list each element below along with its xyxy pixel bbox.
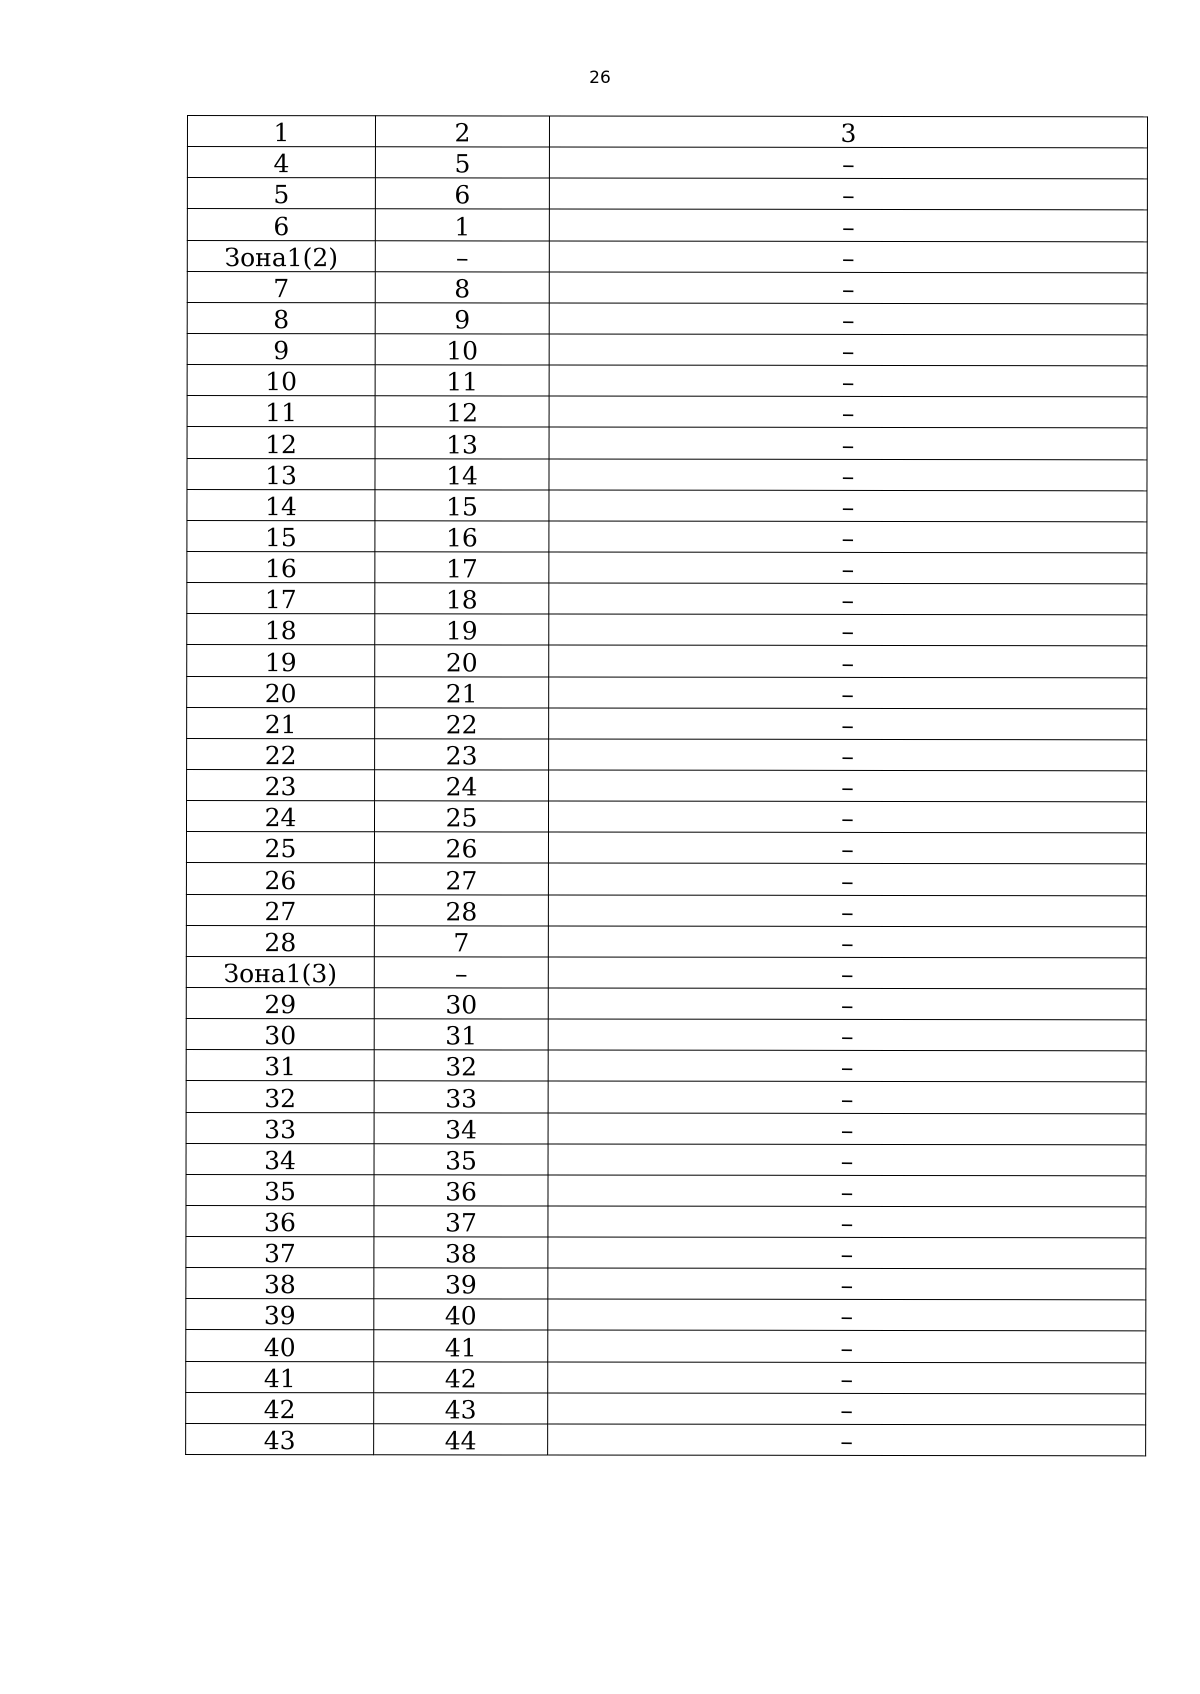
table-cell-col3: – (549, 209, 1147, 241)
table-row (187, 738, 1147, 770)
table-row (187, 427, 1147, 459)
table-cell-col2: 41 (374, 1330, 548, 1361)
table-cell-col3: – (549, 708, 1147, 740)
table-cell-col2: 20 (375, 645, 549, 676)
table-cell-col2: 14 (375, 458, 549, 489)
table-cell-col1: 31 (186, 1050, 374, 1081)
table-cell-col1: 38 (186, 1268, 374, 1299)
table-cell-col3: – (548, 832, 1146, 864)
table-cell-col3: – (549, 583, 1147, 615)
table-cell-col3: – (549, 241, 1147, 273)
table-row (187, 178, 1147, 210)
table-row (186, 987, 1146, 1019)
table-cell-col2: 27 (374, 863, 548, 894)
table-cell-col1: 34 (186, 1143, 374, 1174)
table-cell-col2: 42 (374, 1361, 548, 1392)
table-row (186, 894, 1146, 926)
table-cell-col3: – (548, 1424, 1146, 1456)
table-cell-col3: – (548, 1330, 1146, 1362)
table-cell-col3: – (548, 801, 1146, 833)
table-cell-col1: 41 (186, 1361, 374, 1392)
table-row (186, 956, 1146, 988)
table-cell-col3: – (549, 334, 1147, 366)
table-cell-col1: 16 (187, 551, 375, 582)
table-cell-col1: 4 (187, 147, 375, 178)
table-cell-col2: 15 (375, 489, 549, 520)
table-row (187, 614, 1147, 646)
table-cell-col1: 10 (187, 365, 375, 396)
table-cell-col2: 35 (374, 1143, 548, 1174)
table-row (186, 1299, 1146, 1331)
table-cell-col3: – (548, 988, 1146, 1020)
table-cell-col1: Зона1(2) (187, 240, 375, 271)
table-cell-col3: – (549, 739, 1147, 771)
table-cell-col2: – (374, 957, 548, 988)
table-cell-col1: 19 (187, 645, 375, 676)
table-cell-col2: 23 (375, 739, 549, 770)
table-cell-col3: – (548, 1144, 1146, 1176)
table-cell-col2: 37 (374, 1206, 548, 1237)
table-cell-col1: 1 (187, 116, 375, 147)
table-cell-col3: – (548, 1362, 1146, 1394)
table-row (187, 365, 1147, 397)
table-row (186, 832, 1146, 864)
table-cell-col3: – (548, 1237, 1146, 1269)
table-cell-col3: – (548, 1019, 1146, 1051)
table-cell-col1: 14 (187, 489, 375, 520)
table-cell-col2: 28 (374, 894, 548, 925)
table-cell-col3: 3 (549, 116, 1147, 148)
table-cell-col1: 35 (186, 1174, 374, 1205)
table-row (186, 1112, 1146, 1144)
table-cell-col1: 23 (187, 769, 375, 800)
table-cell-col3: – (548, 1113, 1146, 1145)
table-cell-col1: 22 (187, 738, 375, 769)
table-cell-col2: 31 (374, 1019, 548, 1050)
table-row (187, 240, 1147, 272)
table-row (187, 271, 1147, 303)
table-cell-col2: 12 (375, 396, 549, 427)
table-row (186, 1205, 1146, 1237)
table-cell-col3: – (548, 895, 1146, 927)
table-cell-col1: 28 (186, 925, 374, 956)
table-cell-col3: – (548, 957, 1146, 989)
table-row (187, 489, 1147, 521)
table-row (186, 801, 1146, 833)
table-cell-col3: – (548, 1206, 1146, 1238)
table-cell-col2: 13 (375, 427, 549, 458)
table-cell-col1: 37 (186, 1237, 374, 1268)
table-cell-col3: – (549, 677, 1147, 709)
table-cell-col2: 24 (375, 770, 549, 801)
table-cell-col3: – (549, 147, 1147, 179)
table-cell-col2: 36 (374, 1175, 548, 1206)
table-cell-col1: 11 (187, 396, 375, 427)
table-cell-col2: 1 (375, 209, 549, 240)
table-cell-col1: 18 (187, 614, 375, 645)
table-cell-col3: – (548, 1299, 1146, 1331)
table-row (186, 1081, 1146, 1113)
table-cell-col1: 17 (187, 583, 375, 614)
table-cell-col3: – (548, 926, 1146, 958)
table-cell-col3: – (548, 1393, 1146, 1425)
table-cell-col1: 12 (187, 427, 375, 458)
table-cell-col3: – (548, 863, 1146, 895)
table-cell-col3: – (549, 178, 1147, 210)
table-cell-col2: 9 (375, 303, 549, 334)
table-cell-col1: 15 (187, 520, 375, 551)
table-cell-col2: 33 (374, 1081, 548, 1112)
table-cell-col2: 17 (375, 552, 549, 583)
table-cell-col1: 39 (186, 1299, 374, 1330)
table-cell-col3: – (549, 459, 1147, 491)
table-cell-col1: 24 (186, 801, 374, 832)
table-cell-col2: 18 (375, 583, 549, 614)
page-number: 26 (589, 68, 611, 88)
table-cell-col3: – (549, 521, 1147, 553)
table-cell-col3: – (549, 490, 1147, 522)
table-cell-col2: 34 (374, 1112, 548, 1143)
table-cell-col3: – (549, 552, 1147, 584)
table-cell-col2: 32 (374, 1050, 548, 1081)
table-row (187, 520, 1147, 552)
table-cell-col1: 36 (186, 1205, 374, 1236)
table-cell-col1: 42 (186, 1392, 374, 1423)
table-cell-col3: – (549, 614, 1147, 646)
table-row (187, 707, 1147, 739)
table-cell-col2: 40 (374, 1299, 548, 1330)
table-cell-col2: 10 (375, 334, 549, 365)
table-row (187, 147, 1147, 179)
table-cell-col2: 16 (375, 521, 549, 552)
table-cell-col3: – (549, 396, 1147, 428)
table-row (187, 116, 1147, 148)
table-row (187, 551, 1147, 583)
table-cell-col2: 6 (375, 178, 549, 209)
table-row (186, 1019, 1146, 1051)
table-cell-col3: – (549, 427, 1147, 459)
table-body (186, 116, 1148, 1456)
table-cell-col1: 7 (187, 271, 375, 302)
table-cell-col2: 21 (375, 676, 549, 707)
table-row (187, 396, 1147, 428)
table-row (186, 1237, 1146, 1269)
table-cell-col2: 25 (374, 801, 548, 832)
table-row (186, 1423, 1146, 1455)
table-cell-col2: 26 (374, 832, 548, 863)
table-cell-col2: 5 (375, 147, 549, 178)
table-cell-col1: 26 (186, 863, 374, 894)
table-cell-col1: 21 (187, 707, 375, 738)
data-table (185, 115, 1148, 1456)
table-cell-col2: 30 (374, 988, 548, 1019)
table-row (187, 676, 1147, 708)
table-cell-col3: – (549, 365, 1147, 397)
table-row (187, 645, 1147, 677)
table-row (187, 333, 1147, 365)
table-row (186, 1143, 1146, 1175)
table-cell-col3: – (549, 272, 1147, 304)
table-row (187, 583, 1147, 615)
table-row (186, 1050, 1146, 1082)
table-cell-col2: 22 (375, 707, 549, 738)
table-cell-col2: 7 (374, 925, 548, 956)
table-cell-col1: 43 (186, 1423, 374, 1454)
table-cell-col2: 11 (375, 365, 549, 396)
table-cell-col2: 19 (375, 614, 549, 645)
table-row (186, 1361, 1146, 1393)
table-cell-col1: 13 (187, 458, 375, 489)
table-cell-col1: 5 (187, 178, 375, 209)
table-cell-col2: 43 (374, 1393, 548, 1424)
table-row (186, 1392, 1146, 1424)
table-cell-col3: – (549, 303, 1147, 335)
table-cell-col1: 32 (186, 1081, 374, 1112)
table-cell-col3: – (549, 645, 1147, 677)
table-row (186, 925, 1146, 957)
table-row (186, 863, 1146, 895)
table-cell-col1: 8 (187, 302, 375, 333)
table-row (187, 209, 1147, 241)
table-cell-col1: 29 (186, 987, 374, 1018)
table-cell-col1: 30 (186, 1019, 374, 1050)
table-cell-col1: 33 (186, 1112, 374, 1143)
table-cell-col3: – (548, 1081, 1146, 1113)
table-cell-col1: 27 (186, 894, 374, 925)
table-row (186, 1174, 1146, 1206)
table-cell-col2: – (375, 240, 549, 271)
table-cell-col2: 38 (374, 1237, 548, 1268)
table-row (186, 1330, 1146, 1362)
table-cell-col3: – (548, 1050, 1146, 1082)
table-cell-col1: 40 (186, 1330, 374, 1361)
table-cell-col1: 20 (187, 676, 375, 707)
table-cell-col1: 25 (186, 832, 374, 863)
table-row (186, 1268, 1146, 1300)
table-cell-col1: 9 (187, 333, 375, 364)
table-cell-col3: – (548, 1268, 1146, 1300)
table-cell-col2: 44 (374, 1424, 548, 1455)
table-cell-col2: 39 (374, 1268, 548, 1299)
table-cell-col2: 8 (375, 271, 549, 302)
table-row (187, 769, 1147, 801)
table-cell-col1: Зона1(3) (186, 956, 374, 987)
table-cell-col3: – (548, 1175, 1146, 1207)
table-row (187, 302, 1147, 334)
table-row (187, 458, 1147, 490)
table-cell-col1: 6 (187, 209, 375, 240)
table-cell-col3: – (549, 770, 1147, 802)
table-cell-col2: 2 (375, 116, 549, 147)
